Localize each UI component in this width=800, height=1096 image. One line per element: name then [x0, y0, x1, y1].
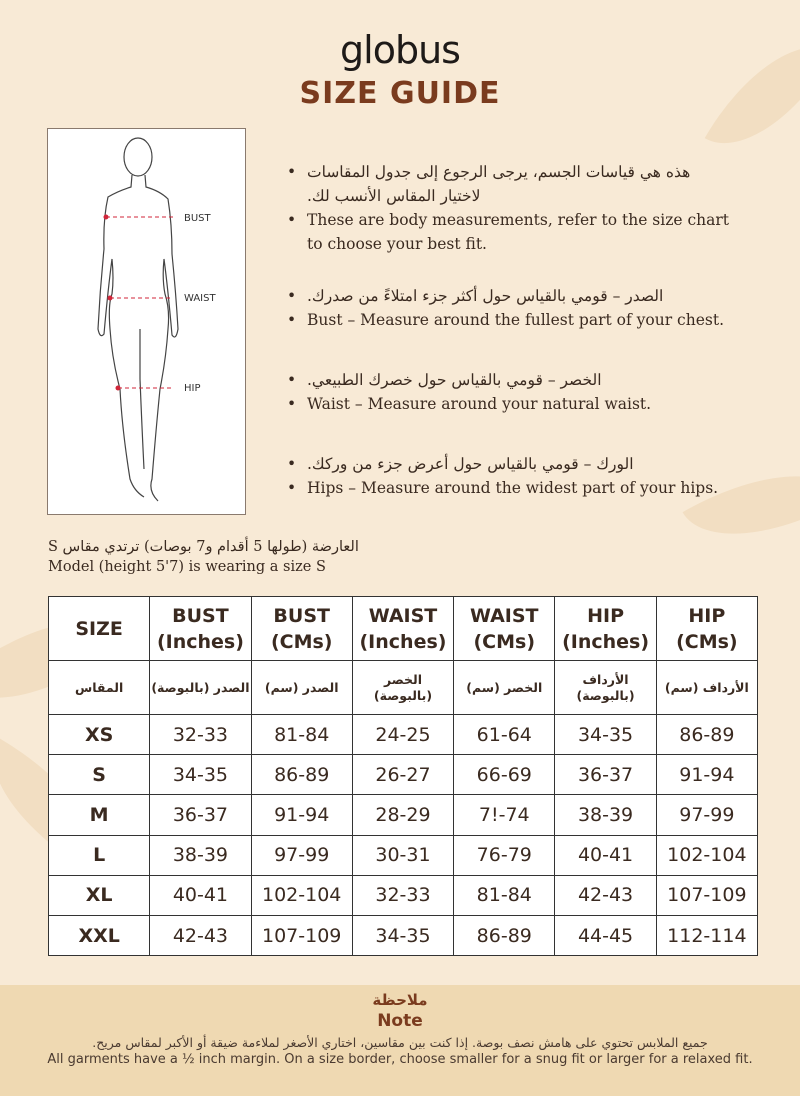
page-title: SIZE GUIDE: [299, 76, 501, 111]
size-chart-table: [48, 596, 758, 956]
table-row: [49, 715, 758, 755]
column-header-unit: (CMs): [473, 630, 536, 653]
measurement-cell: 66-69: [454, 755, 555, 795]
table-row: [49, 755, 758, 795]
measurement-cell: 44-45: [555, 915, 656, 955]
measurement-cell: 30-31: [352, 835, 453, 875]
bullet-text-en: • These are body measurements, refer to the size chart to choose your best fit.: [285, 208, 735, 256]
instruction-group: [285, 160, 735, 256]
column-header-ar: المقاس: [49, 661, 150, 715]
measurement-cell: 97-99: [656, 795, 757, 835]
column-header-ar: الأرداف (بالبوصة): [555, 661, 656, 715]
bullet-ar: [285, 284, 735, 308]
bullet-text-ar: • الصدر – قومي بالقياس حول أكثر جزء امتلاءً من صدرك.: [307, 287, 664, 305]
measurement-cell: 97-99: [251, 835, 352, 875]
note-title-en: Note: [377, 1011, 423, 1031]
column-header-unit: (CMs): [270, 630, 333, 653]
column-header-measure: WAIST: [368, 604, 438, 627]
size-cell: XS: [49, 715, 150, 755]
measurement-cell: 86-89: [656, 715, 757, 755]
bullet-ar: [285, 368, 735, 392]
table-row: [49, 795, 758, 835]
measurement-cell: 34-35: [150, 755, 251, 795]
column-header-measure: BUST: [172, 604, 229, 627]
bullet-text-ar: • الخصر – قومي بالقياس حول خصرك الطبيعي.: [307, 371, 602, 389]
column-header-measure: WAIST: [470, 604, 539, 627]
measurement-cell: 40-41: [150, 875, 251, 915]
column-header-measure: HIP: [587, 604, 624, 627]
measurement-cell: 91-94: [656, 755, 757, 795]
column-header-measure: HIP: [688, 604, 726, 627]
table-header-row: [49, 597, 758, 661]
column-header: [454, 597, 555, 661]
column-header: [656, 597, 757, 661]
column-header-ar: الأرداف (سم): [656, 661, 757, 715]
measurement-cell: 7!-74: [454, 795, 555, 835]
column-header-unit: (Inches): [562, 630, 650, 653]
measurement-instructions: [285, 160, 735, 528]
measurement-cell: 61-64: [454, 715, 555, 755]
instruction-group: [285, 368, 735, 416]
table-header-row-ar: [49, 661, 758, 715]
column-header-unit: (Inches): [156, 630, 244, 653]
model-note-ar: العارضة (طولها 5 أقدام و7 بوصات) ترتدي مقاس S: [48, 539, 359, 555]
column-header-unit: (Inches): [359, 630, 447, 653]
measurement-cell: 42-43: [150, 915, 251, 955]
measurement-cell: 34-35: [555, 715, 656, 755]
bullet-text-en: • Waist – Measure around your natural waist.: [285, 392, 735, 416]
column-header: [251, 597, 352, 661]
bullet-text-ar: • هذه هي قياسات الجسم، يرجى الرجوع إلى جدول المقاسات لاختيار المقاس الأنسب لك.: [307, 163, 691, 205]
measurement-cell: 86-89: [251, 755, 352, 795]
measurement-cell: 76-79: [454, 835, 555, 875]
hip-label: HIP: [184, 383, 201, 394]
column-header: [352, 597, 453, 661]
measurement-cell: 28-29: [352, 795, 453, 835]
bullet-text-en: • Hips – Measure around the widest part of your hips.: [285, 476, 735, 500]
measurement-cell: 42-43: [555, 875, 656, 915]
table-row: [49, 915, 758, 955]
measurement-cell: 36-37: [150, 795, 251, 835]
measurement-cell: 102-104: [656, 835, 757, 875]
measurement-cell: 36-37: [555, 755, 656, 795]
body-outline-illustration: [48, 129, 245, 514]
size-cell: L: [49, 835, 150, 875]
measurement-cell: 81-84: [454, 875, 555, 915]
note-text-en: All garments have a ½ inch margin. On a size border, choose smaller for a snug fit or larger for a relaxed fit.: [47, 1052, 753, 1067]
size-cell: M: [49, 795, 150, 835]
measurement-cell: 26-27: [352, 755, 453, 795]
measurement-cell: 38-39: [555, 795, 656, 835]
measurement-cell: 102-104: [251, 875, 352, 915]
instruction-group: [285, 284, 735, 332]
bullet-text-en: • Bust – Measure around the fullest part of your chest.: [285, 308, 735, 332]
column-header-ar: الصدر (بالبوصة): [150, 661, 251, 715]
waist-label: WAIST: [184, 293, 216, 304]
model-note: [48, 537, 359, 577]
measurement-cell: 34-35: [352, 915, 453, 955]
measurement-cell: 86-89: [454, 915, 555, 955]
column-header-unit: (CMs): [676, 630, 738, 653]
column-header-ar: الصدر (سم): [251, 661, 352, 715]
measurement-cell: 107-109: [656, 875, 757, 915]
measurement-cell: 40-41: [555, 835, 656, 875]
measurement-cell: 32-33: [150, 715, 251, 755]
model-note-en: Model (height 5'7) is wearing a size S: [48, 559, 326, 575]
size-cell: S: [49, 755, 150, 795]
size-cell: XL: [49, 875, 150, 915]
note-footer: [0, 985, 800, 1096]
measurement-cell: 107-109: [251, 915, 352, 955]
column-header: [150, 597, 251, 661]
bullet-text-ar: • الورك – قومي بالقياس حول أعرض جزء من وركك.: [307, 455, 634, 473]
body-measurement-figure: [47, 128, 246, 515]
measurement-cell: 32-33: [352, 875, 453, 915]
measurement-cell: 38-39: [150, 835, 251, 875]
bust-label: BUST: [184, 213, 211, 224]
column-header-measure: BUST: [273, 604, 330, 627]
measurement-cell: 112-114: [656, 915, 757, 955]
column-header: [49, 597, 150, 661]
bullet-ar: [285, 452, 735, 476]
column-header-ar: الخصر (بالبوصة): [352, 661, 453, 715]
measurement-cell: 81-84: [251, 715, 352, 755]
column-header-ar: الخصر (سم): [454, 661, 555, 715]
note-text-ar: جميع الملابس تحتوي على هامش نصف بوصة. إذا كنت بين مقاسين، اختاري الأصغر لملاءمة ضيقة أو الأكبر لمقاس مريح.: [92, 1035, 708, 1050]
instruction-group: [285, 452, 735, 500]
measurement-cell: 91-94: [251, 795, 352, 835]
size-cell: XXL: [49, 915, 150, 955]
measurement-cell: 24-25: [352, 715, 453, 755]
column-header: [555, 597, 656, 661]
brand-logo: globus: [340, 28, 460, 72]
table-row: [49, 835, 758, 875]
note-title-ar: ملاحظة: [372, 991, 428, 1009]
table-row: [49, 875, 758, 915]
bullet-ar: [285, 160, 735, 208]
column-header-measure: SIZE: [75, 617, 123, 640]
